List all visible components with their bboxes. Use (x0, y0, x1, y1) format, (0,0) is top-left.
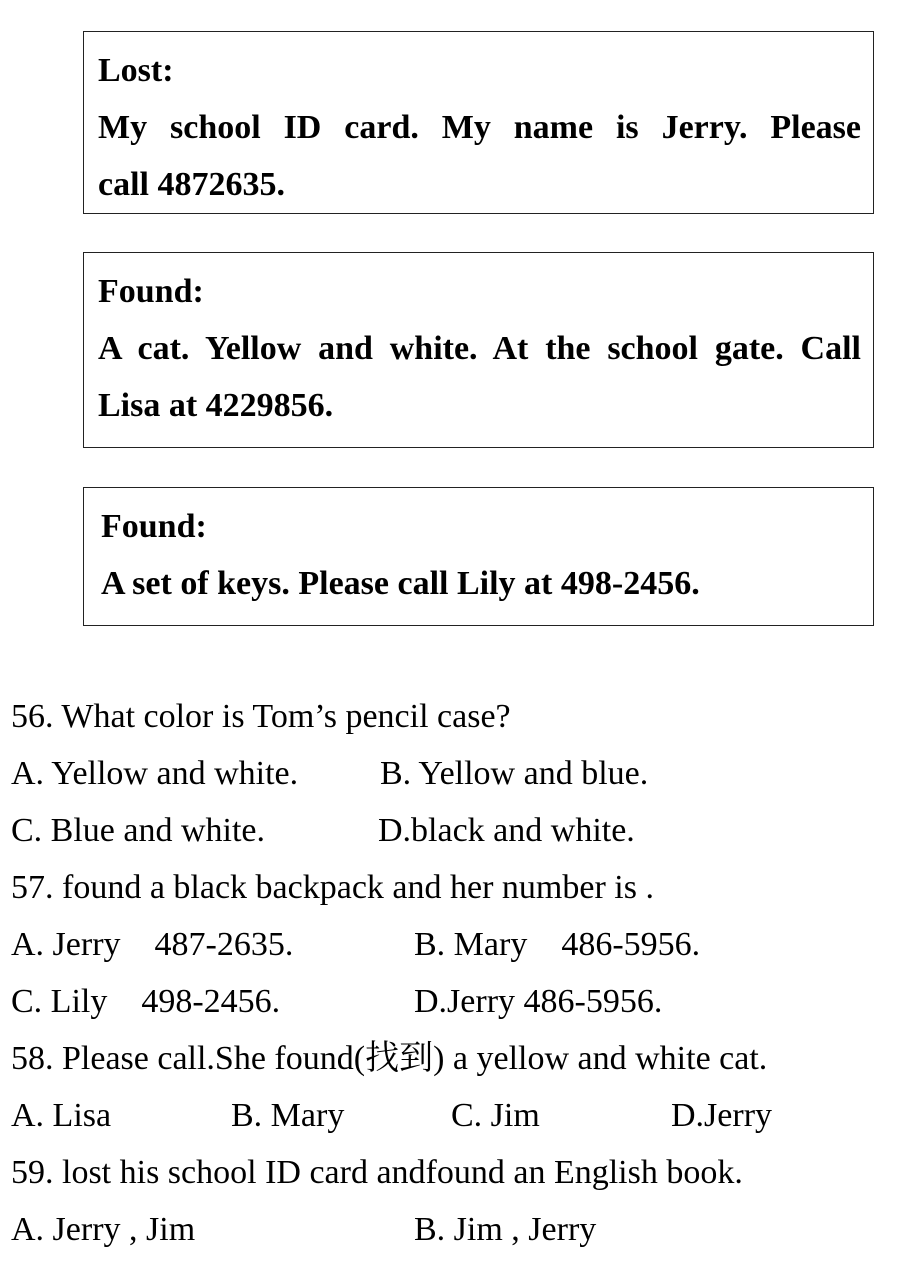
question-58-option-c: C. Jim (451, 1097, 540, 1134)
question-57-option-d: D.Jerry 486-5956. (414, 983, 663, 1020)
notice-heading: Found: (98, 273, 204, 310)
question-56-option-d: D.black and white. (378, 812, 635, 849)
found-cat-notice-box (83, 252, 874, 448)
notice-text-line: A cat. Yellow and white. At the school gate. Call (98, 330, 861, 367)
question-58-stem: 58. Please call.She found(找到) a yellow and white cat. (11, 1040, 768, 1077)
notice-text-line: call 4872635. (98, 166, 285, 203)
notice-heading: Found: (101, 508, 207, 545)
question-57-option-c: C. Lily 498-2456. (11, 983, 281, 1020)
question-56-option-a: A. Yellow and white. (11, 755, 299, 792)
options-row (11, 1201, 896, 1258)
question-59-option-b: B. Jim , Jerry (414, 1211, 597, 1248)
question-57-option-a: A. Jerry 487-2635. (11, 926, 294, 963)
question-56-option-c: C. Blue and white. (11, 812, 266, 849)
lost-notice-box (83, 31, 874, 214)
question-stem-row (11, 688, 896, 745)
notice-heading: Lost: (98, 52, 174, 89)
options-row (11, 973, 896, 1030)
question-59-option-a: A. Jerry , Jim (11, 1211, 196, 1248)
options-row (11, 1087, 896, 1144)
question-stem-row (11, 859, 896, 916)
question-58-option-d: D.Jerry (671, 1097, 773, 1134)
question-59-stem: 59. lost his school ID card andfound an English book. (11, 1154, 743, 1191)
options-row (11, 745, 896, 802)
question-58-option-a: A. Lisa (11, 1097, 112, 1134)
question-57-stem: 57. found a black backpack and her number is . (11, 869, 654, 906)
question-list (11, 688, 896, 1258)
question-stem-row (11, 1030, 896, 1087)
question-56-stem: 56. What color is Tom’s pencil case? (11, 698, 511, 735)
question-57-option-b: B. Mary 486-5956. (414, 926, 701, 963)
notice-text-line: Lisa at 4229856. (98, 387, 334, 424)
notice-text-line: My school ID card. My name is Jerry. Please (98, 109, 861, 146)
question-stem-row (11, 1144, 896, 1201)
options-row (11, 916, 896, 973)
notice-text-line: A set of keys. Please call Lily at 498-2456. (101, 565, 700, 602)
options-row (11, 802, 896, 859)
question-58-option-b: B. Mary (231, 1097, 345, 1134)
found-keys-notice-box (83, 487, 874, 626)
question-56-option-b: B. Yellow and blue. (380, 755, 649, 792)
